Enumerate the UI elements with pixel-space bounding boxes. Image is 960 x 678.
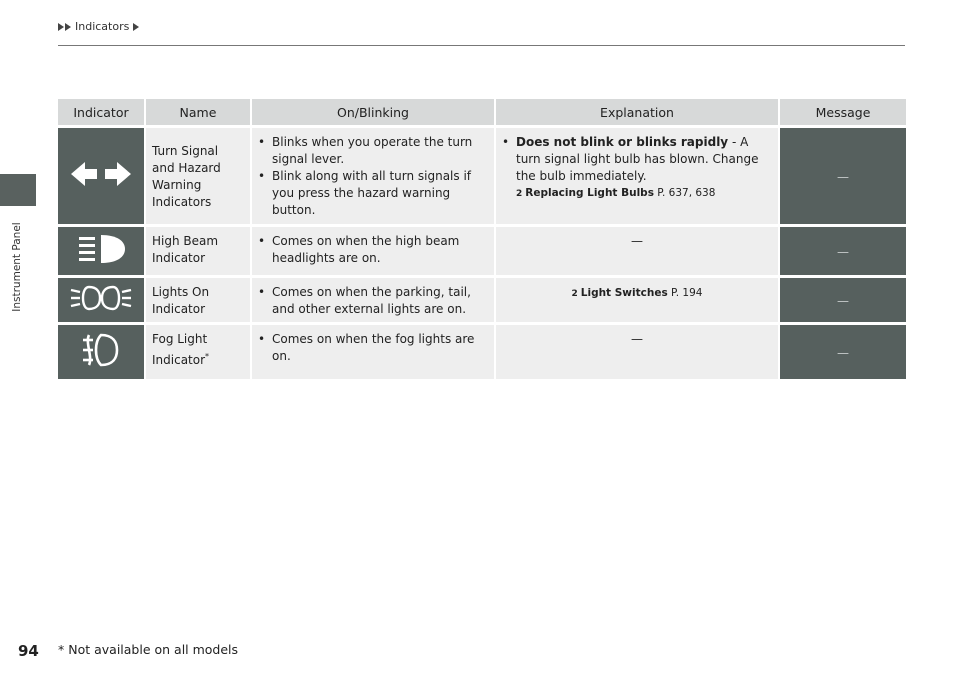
footnote: * Not available on all models: [58, 642, 239, 657]
column-header: Indicator: [58, 99, 146, 125]
indicator-table: [58, 96, 906, 382]
reference-arrow-icon: 2: [516, 189, 523, 199]
list-item: • Comes on when the parking, tail, and other external lights are on.: [258, 284, 488, 318]
breadcrumb: [58, 20, 140, 33]
fog-light-icon: [58, 325, 146, 379]
column-header: Explanation: [496, 99, 780, 125]
section-tab: [0, 174, 36, 206]
explanation-cell: [496, 278, 780, 322]
on-blinking-cell: [252, 278, 496, 322]
column-header: Name: [146, 99, 252, 125]
indicator-name: Fog Light Indicator*: [146, 325, 252, 379]
indicator-name: High Beam Indicator: [146, 227, 252, 275]
cross-reference-link[interactable]: 2 Light Switches P. 194: [571, 287, 703, 299]
list-item: • Does not blink or blinks rapidly - A turn signal light bulb has blown. Change the bulb immediately.: [502, 134, 772, 185]
explanation-cell: [496, 128, 780, 224]
footnote-marker: *: [205, 352, 210, 361]
message-cell: —: [780, 325, 906, 379]
on-blinking-cell: [252, 227, 496, 275]
header-divider: [58, 45, 905, 46]
turn-signal-icon: [58, 128, 146, 224]
column-header: Message: [780, 99, 906, 125]
high-beam-icon: [58, 227, 146, 275]
explanation-cell: —: [496, 227, 780, 275]
cross-reference-link[interactable]: 2 Replacing Light Bulbs P. 637, 638: [516, 187, 716, 199]
on-blinking-cell: [252, 325, 496, 379]
side-label: Instrument Panel: [11, 222, 23, 312]
message-cell: —: [780, 227, 906, 275]
list-item: • Blink along with all turn signals if you press the hazard warning button.: [258, 168, 488, 219]
message-cell: —: [780, 128, 906, 224]
indicator-name: Turn Signal and Hazard Warning Indicators: [146, 128, 252, 224]
table-row: [58, 227, 906, 275]
table-header-row: [58, 99, 906, 125]
lights-on-icon: [58, 278, 146, 322]
breadcrumb-arrow-icon: [58, 23, 64, 31]
breadcrumb-arrow-icon: [65, 23, 71, 31]
indicator-name: Lights On Indicator: [146, 278, 252, 322]
explanation-cell: —: [496, 325, 780, 379]
table-row: [58, 128, 906, 224]
column-header: On/Blinking: [252, 99, 496, 125]
breadcrumb-label[interactable]: Indicators: [75, 20, 130, 33]
list-item: • Comes on when the high beam headlights are on.: [258, 233, 488, 267]
on-blinking-cell: [252, 128, 496, 224]
table-row: [58, 325, 906, 379]
reference-arrow-icon: 2: [571, 289, 578, 299]
breadcrumb-arrow-icon: [133, 23, 139, 31]
list-item: • Blinks when you operate the turn signal lever.: [258, 134, 488, 168]
message-cell: —: [780, 278, 906, 322]
list-item: • Comes on when the fog lights are on.: [258, 331, 488, 365]
table-row: [58, 278, 906, 322]
page-number: 94: [18, 642, 39, 660]
